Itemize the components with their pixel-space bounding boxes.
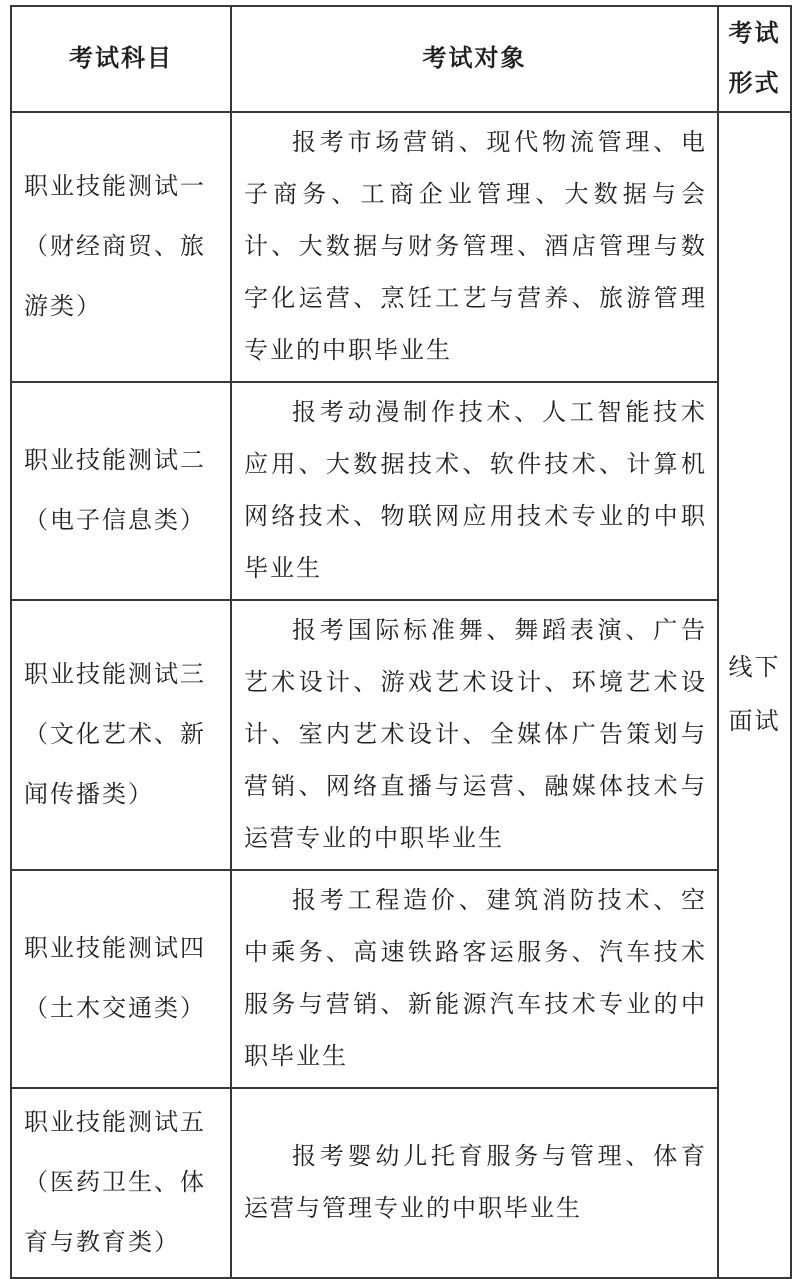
table-row-test-4 [11,870,791,1088]
table-row-test-3 [11,600,791,870]
table-row-test-5 [11,1088,791,1278]
header-exam-target: 考试对象 [231,6,718,112]
exam-target-cell-3: 报考国际标准舞、舞蹈表演、广告艺术设计、游戏艺术设计、环境艺术设计、室内艺术设计、全媒体广告策划与营销、网络直播与运营、融媒体技术与运营专业的中职毕业生 [231,600,718,870]
exam-target-cell-4: 报考工程造价、建筑消防技术、空中乘务、高速铁路客运服务、汽车技术服务与营销、新能源汽车技术专业的中职毕业生 [231,870,718,1088]
header-exam-subject: 考试科目 [11,6,231,112]
exam-target-cell-1: 报考市场营销、现代物流管理、电子商务、工商企业管理、大数据与会计、大数据与财务管理、酒店管理与数字化运营、烹饪工艺与营养、旅游管理专业的中职毕业生 [231,112,718,382]
exam-subject-cell-3: 职业技能测试三（文化艺术、新闻传播类） [11,600,231,870]
exam-schedule-table [10,5,792,1279]
exam-target-cell-5: 报考婴幼儿托育服务与管理、体育运营与管理专业的中职毕业生 [231,1088,718,1278]
exam-subject-cell-4: 职业技能测试四（土木交通类） [11,870,231,1088]
table-header-row [11,6,791,112]
table-row-test-2 [11,382,791,600]
exam-target-cell-2: 报考动漫制作技术、人工智能技术应用、大数据技术、软件技术、计算机网络技术、物联网应用技术专业的中职毕业生 [231,382,718,600]
table-row-test-1 [11,112,791,382]
exam-subject-cell-2: 职业技能测试二（电子信息类） [11,382,231,600]
exam-format-cell: 线下面试 [718,112,791,1278]
exam-subject-cell-5: 职业技能测试五（医药卫生、体育与教育类） [11,1088,231,1278]
header-exam-format: 考试形式 [718,6,791,112]
exam-subject-cell-1: 职业技能测试一（财经商贸、旅游类） [11,112,231,382]
